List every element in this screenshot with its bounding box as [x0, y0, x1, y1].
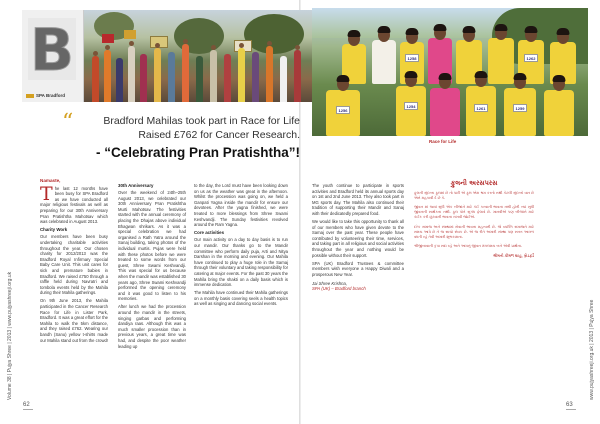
- paragraph: We would like to take this opportunity to thank all of our members who have given devote to the Samaj over the past year. These people have contributed by volunteering their time, services, and taking part in all religious and social activities throughout the year and nothing would be possible without their support.: [312, 219, 404, 258]
- subheading-core-activities: Core activities: [194, 230, 225, 236]
- paragraph: SPA (UK) Bradford Trustees & committee members wish everyone a Happy Diwali and a prosperous New Year.: [312, 260, 404, 277]
- headline-line-1: Bradford Mahilas took part in Race for Life: [103, 115, 300, 127]
- signature-role: SPA (UK) – Bradford branch: [312, 286, 366, 292]
- paragraph: After lunch we had the procession around the mandir in the streets, singing garbas and performing dandiya raas. Although this was a much smaller procession than in previous years, a great time was had, and despite the poor weather leading up: [118, 304, 186, 349]
- subheading-charity: Charity Work: [40, 227, 68, 233]
- left-running-text: Volume 38 | Pujya Shree | 2013 | www.pujyashreeji.org.uk: [7, 271, 13, 400]
- logo-caption: SPA Bradford: [26, 93, 65, 98]
- gujarati-article: [414, 181, 534, 259]
- subheading-anniversary: 30th Anniversary: [118, 183, 154, 188]
- signature-name: Jai Shree Krishna,: [312, 280, 348, 286]
- article-column-2: [118, 183, 186, 352]
- greeting: Namaste,: [40, 178, 61, 183]
- article-column-1: Namaste, The last 12 months have been busy for SPA Bradford as we have conducted all major religious festivals as well as preparing for our 30th Anniversary Pran Pratishtha Mahotsav which was celebrated in August 2013. Charity Work Our members have been busy undertaking charitable activities throughout the year. Our chosen charity for 2012/2013 was the Bradford Royal Infirmary Special Baby Care Unit. This unit cares for sick and premature babies in Bradford. We raised £750 through a raffle held during Navratri and tombola events held by the Mahila during their Mahila gatherings. On 9th June 2013, the Mahila participated in the Cancer Research Race for Life in Lister Park, Bradford. It was a great effort for the Mahila to walk the 5km distance, and they raised £762. Wearing our bandh (Sanu) yellow t-shirts made our Mahila stand out from the crowd!: [40, 178, 108, 343]
- article-headline: [60, 110, 300, 162]
- letter-b-logo-icon: [28, 18, 76, 80]
- quote-mark-icon: “: [62, 110, 74, 135]
- right-running-text: www.pujyashreeji.org.uk | 2013 | Pujya Shree: [589, 299, 595, 400]
- gujarati-signature: શ્રીમતી કોમળ શાહ, બ્રેડફર્ડ: [492, 253, 534, 259]
- paragraph: Our main activity on a day to day basis is to run our mandir. Our thanks go to the Mandir committee who perform daily puja, Arti and Nitya Darshan in the morning and evening. Our Mahila have continued to play a huge role in the Samaj through their voluntary and taking responsibility for catering at major events. For the past 30 years the Mahila bring the shakti on a daily basis which is immense dedication.: [194, 237, 288, 288]
- headline-line-3: - “Celebrating Pran Pratishtha”!: [95, 145, 300, 160]
- page-number-right: 63: [566, 402, 576, 410]
- spa-bradford-logo: [22, 10, 84, 102]
- headline-line-2: Raised £762 for Cancer Research.: [138, 129, 300, 141]
- paragraph: Over the weekend of 24th–25th August 2013, we celebrated our 30th Anniversary Pran Pratishtha Murti Mahotsav. The festivities started with the annual ceremony of placing the Dhajas above individual Bhagwan shrikars. As it was a special celebration we had organised a Rath Yatra around the Sanaj building, taking photos of the individual murtis. Pujas were held with these photos before we were treated to some words from our guest, Shree Swami Keshvandji. This was special for us because when the mandir was established 30 years ago, Shree Swami Keshvandji performed the opening ceremony and it was good to listen to his memories.: [118, 190, 186, 302]
- article-column-3: [194, 183, 288, 309]
- paragraph: The youth continue to participate in sports activities and Bradford held its annual sports day on 1st and 2nd June 2013. They also took part in MG sports day. The Mahila also continued their tradition of supporting their Mandir and Sanaj with their dedicatedly prepared food.: [312, 183, 404, 216]
- gujarati-title: ફુલની અરસપરસ: [450, 179, 498, 187]
- photo-caption: Race for Life: [429, 139, 457, 144]
- paragraph: The Mahila have continued their Mahila gatherings on a monthly basis covering seels a health topics as well as singing and dancing social events.: [194, 290, 288, 307]
- race-for-life-photo: 1258 1262 1256 1254 1261 1259: [312, 8, 588, 136]
- gujarati-body: ફુલની સુંદરતા ફુલમાં છે તો પછી એ ફુલ એમ શ્રમ કરતો નથી કેટલી સુંદરતો વાત છે એને મહકાવી દે છે કે. જીવન માં જ્યાં સુધી એક બીજાને માટે કંઈ કરવાની ભાવના નથી હોતી ત્યાં સુધી જીવનની સાર્થકતા નથી. ફુલ પોતે સુગંધ ફેલાવે છે. માનવીએ પણ બીજાને માટે કંઈક કરી છૂટવાની ભાવના રાખવી જોઈએ. દરેક સમાજ અને સંસ્થામાં સેવાની ભાવના મહત્વની છે. જે વ્યક્તિ સમાજને માટે સમય આપે છે તે જ સાચો સેવક છે. એ જ રીતે અમારી સંસ્થા પણ સતત આગળ વધતી રહે તેવી અમારી શુભકામના. શ્રીજીબાવાની કૃપા સદા રહે અને આપનું જીવન મંગલમય બને એવી પ્રાર્થના.: [414, 190, 534, 249]
- article-column-4: [312, 183, 404, 292]
- paragraph: On 9th June 2013, the Mahila participated in the Cancer Research Race for Life in Lister Park, Bradford. It was a great effort for the Mahila to walk the 5km distance, and they raised £762. Wearing our bandh (Sanu) yellow t-shirts made our Mahila stand out from the crowd!: [40, 298, 108, 343]
- procession-crowd-photo: [84, 10, 312, 102]
- drop-cap: T: [40, 182, 53, 205]
- paragraph: to the day, the Lord must have been looking down on us as the weather was great in the afternoon. Whilst the procession was going on, we held a Ganpati Yagna inside the mandir for ensure our devotees. After the yagna finished, we were treated to more blessings from Shree Swami Keshvandji. The Sunday festivities revolved around the Ram Yagna.: [194, 183, 288, 228]
- svg-text:B: B: [29, 18, 75, 80]
- paragraph: Our members have been busy undertaking charitable activities throughout the year. Our chosen charity for 2012/2013 was the Bradford Royal Infirmary Special Baby Care Unit. This unit cares for sick and premature babies in Bradford. We raised £750 through a raffle held during Navratri and tombola events held by the Mahila during their Mahila gatherings.: [40, 234, 108, 296]
- top-photo-band: [22, 10, 312, 102]
- page-number-left: 62: [23, 402, 33, 410]
